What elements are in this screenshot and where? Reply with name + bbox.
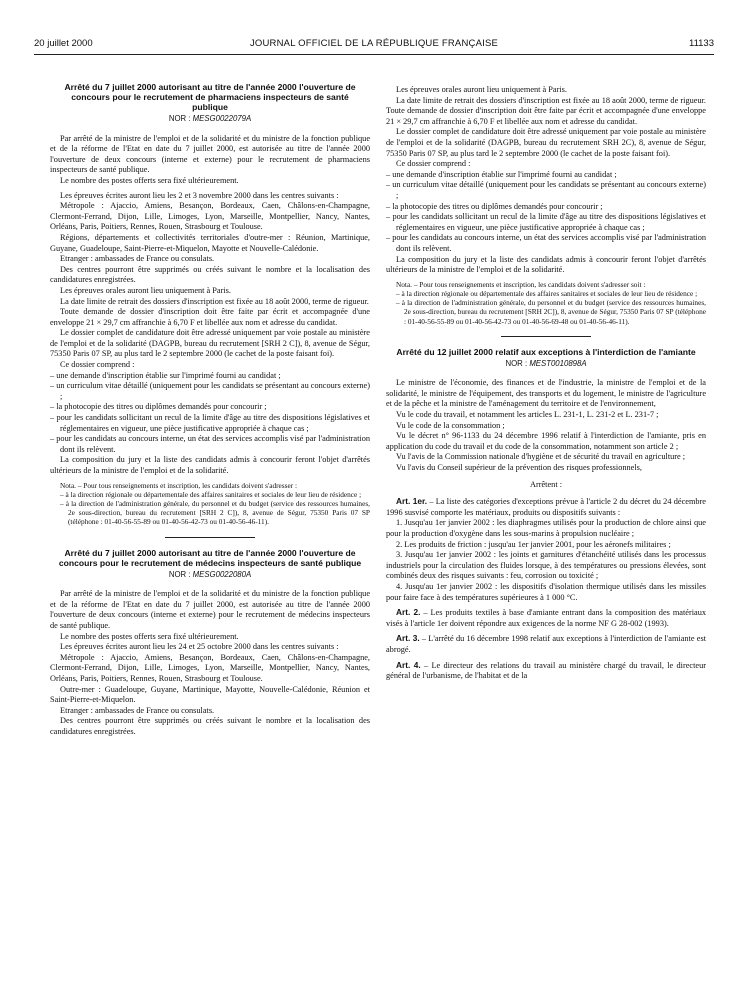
paragraph: Le ministre de l'économie, des finances et de l'industrie, la ministre de l'emploi et de la solidarité, le ministre de l'équipement, des transports et du logement, le ministre de l'agriculture et de la pêche et la ministre de l'aménagement du territoire et de l'environnement,: [386, 378, 706, 409]
article-text: – Les produits textiles à base d'amiante entrant dans la composition des matériaux visés à l'article 1er doivent répondre aux exigences de la norme NF G 28-002 (1993).: [386, 608, 706, 628]
header-rule: [34, 54, 714, 55]
note-item: – à la direction de l'administration générale, du personnel et du budget (service des ressources humaines, 2e sous-direction, bureau du recrutement [SRH 2 C]), 8, avenue de Ségur, 75350 Paris 07 SP (téléphone : 01-40-56-55-89 ou 01-40-56-42-73 ou 01-40-56-46-11).: [60, 499, 370, 527]
article-4: [386, 660, 706, 682]
paragraph: La composition du jury et la liste des candidats admis à concourir feront l'objet d'arrêtés ultérieurs de la ministre de l'emploi et de la solidarité.: [50, 455, 370, 475]
nor-label: NOR :: [168, 114, 191, 123]
list-item: – un curriculum vitae détaillé (uniquement pour les candidats se présentant au concours externe) ;: [386, 180, 707, 200]
decree1-nor: [50, 114, 370, 125]
paragraph: Métropole : Ajaccio, Amiens, Besançon, Bordeaux, Caen, Châlons-en-Champagne, Clermont-Ferrand, Dijon, Lille, Limoges, Lyon, Marseille, Montpellier, Nancy, Nantes, Orléans, Paris, Poitiers, Rennes, Rouen, Strasbourg et Toulouse.: [50, 652, 370, 683]
paragraph: Des centres pourront être supprimés ou créés suivant le nombre et la localisation des candidatures enregistrées.: [50, 716, 370, 736]
nota: Nota. – Pour tous renseignements et inscription, les candidats doivent s'adresser :: [60, 480, 297, 490]
list-item: – pour les candidats sollicitant un recul de la limite d'âge au titre des dispositions législatives et réglementaires en vigueur, une pièce justificative appropriée à chaque cas ;: [386, 212, 706, 232]
paragraph: Le dossier complet de candidature doit être adressé uniquement par voie postale au ministère de l'emploi et de la solidarité (DAGPB, bureau du recrutement SRH 2C), 8, avenue de Ségur, 75350 Paris 07 SP, au plus tard le 2 septembre 2000 (le cachet de la poste faisant foi).: [386, 127, 706, 158]
article-label: Art. 2.: [396, 607, 421, 618]
list-item: – la photocopie des titres ou diplômes demandés pour concourir ;: [386, 201, 603, 211]
list-item: – pour les candidats sollicitant un recul de la limite d'âge au titre des dispositions législatives et réglementaires en vigueur, une pièce justificative appropriée à chaque cas ;: [50, 413, 370, 433]
article-text: – La liste des catégories d'exceptions prévue à l'article 2 du décret du 24 décembre 1996 susvisé comporte les matériaux, produits ou dispositifs suivants :: [386, 497, 706, 517]
list-item: – pour les candidats au concours interne, un état des services accomplis visé par l'administration dont ils relèvent.: [386, 233, 706, 253]
paragraph: La date limite de retrait des dossiers d'inscription est fixée au 18 août 2000, terme de rigueur. Toute demande de dossier d'inscription doit être faite par écrit et accompagnée d'une enveloppe 21 × 29,7 cm affranchie à 6,70 F et libellée aux nom et adresse du candidat.: [386, 95, 706, 126]
separator: [501, 336, 591, 337]
note-item: – à la direction régionale ou départementale des affaires sanitaires et sociales de leur lieu de résidence ;: [396, 288, 698, 298]
paragraph: Vu l'avis du Conseil supérieur de la prévention des risques professionnels,: [396, 463, 642, 473]
list-item: – un curriculum vitae détaillé (uniquement pour les candidats se présentant au concours externe) ;: [50, 381, 371, 401]
article-label: Art. 3.: [396, 633, 420, 644]
paragraph: Outre-mer : Guadeloupe, Guyane, Martinique, Mayotte, Nouvelle-Calédonie, Réunion et Saint-Pierre-et-Miquelon.: [50, 684, 370, 705]
paragraph: Vu le décret n° 96-1133 du 24 décembre 1996 relatif à l'interdiction de l'amiante, pris en application du code du travail et du code de la consommation, notamment son article 2 ;: [386, 431, 706, 451]
separator: [165, 537, 255, 538]
list-item: – la photocopie des titres ou diplômes demandés pour concourir ;: [50, 402, 267, 412]
nor-label: NOR :: [505, 358, 528, 368]
paragraph: Les épreuves orales auront lieu uniquement à Paris.: [60, 285, 231, 295]
header-journal-title: JOURNAL OFFICIEL DE LA RÉPUBLIQUE FRANÇAISE: [249, 38, 499, 49]
paragraph: La date limite de retrait des dossiers d'inscription est fixée au 18 août 2000, terme de rigueur.: [60, 296, 369, 306]
note-item: – à la direction régionale ou départementale des affaires sanitaires et sociales de leur lieu de résidence ;: [60, 489, 362, 499]
paragraph: Toute demande de dossier d'inscription doit être faite par écrit et accompagnée d'une enveloppe 21 × 29,7 cm affranchie à 6,70 F et libellée aux nom et adresse du candidat.: [50, 307, 370, 327]
decree2-nor: [50, 570, 370, 581]
paragraph: Les épreuves écrites auront lieu les 24 et 25 octobre 2000 dans les centres suivants :: [60, 642, 339, 652]
paragraph: Des centres pourront être supprimés ou créés suivant le nombre et la localisation des candidatures enregistrées.: [50, 264, 370, 285]
paragraph: Le nombre des postes offerts sera fixé ultérieurement.: [60, 631, 239, 641]
paragraph: Par arrêté de la ministre de l'emploi et de la solidarité et du ministre de la fonction publique et de la réforme de l'Etat en date du 7 juillet 2000, est autorisée au titre de l'année 2000 l'ouverture de deux concours (interne et externe) pour le recrutement de médecins inspecteurs de santé publique.: [50, 589, 370, 630]
paragraph: Le nombre des postes offerts sera fixé ultérieurement.: [60, 175, 239, 185]
paragraph: Par arrêté de la ministre de l'emploi et de la solidarité et du ministre de la fonction publique et de la réforme de l'Etat en date du 7 juillet 2000, est autorisée au titre de l'année 2000 l'ouverture de deux concours (interne et externe) pour le recrutement de pharmaciens inspecteurs de santé publique.: [50, 133, 370, 175]
paragraph: Les épreuves écrites auront lieu les 2 et 3 novembre 2000 dans les centres suivants :: [60, 190, 339, 200]
nor-code: MESG0022080A: [192, 569, 252, 579]
paragraph: Vu l'avis de la Commission nationale d'hygiène et de sécurité du travail en agriculture ;: [396, 452, 686, 462]
article-label: Art. 4.: [396, 659, 421, 670]
paragraph: Ce dossier comprend :: [396, 159, 471, 169]
page-header: [34, 38, 714, 52]
article-text: – Le directeur des relations du travail au ministère chargé du travail, le directeur général de l'urbanisme, de l'habitat et de la: [386, 660, 706, 681]
article-item: 2. Les produits de friction : jusqu'au 1er janvier 2001, pour les aéronefs militaires ;: [396, 539, 671, 549]
decree2-title: Arrêté du 7 juillet 2000 autorisant au titre de l'année 2000 l'ouverture de concours pour le recrutement de médecins inspecteurs de santé publique: [58, 547, 362, 568]
article-2: [386, 607, 706, 629]
article-label: Art. 1er.: [396, 496, 428, 507]
nota: Nota. – Pour tous renseignements et inscription, les candidats doivent s'adresser soit :: [396, 279, 646, 289]
article-item: 3. Jusqu'au 1er janvier 2002 : les joints et garnitures d'étanchéité utilisés dans les processus industriels pour la circulation des fluides lorsque, à des températures ou pressions élevées, sont combinés deux des risques suivants : feu, corrosion ou toxicité ;: [386, 550, 706, 581]
paragraph: Etranger : ambassades de France ou consulats.: [60, 254, 215, 264]
nor-code: MEST0010898A: [529, 358, 587, 368]
decree3-nor: [386, 359, 706, 370]
paragraph: Ce dossier comprend :: [60, 360, 135, 370]
nor-label: NOR :: [168, 569, 191, 579]
right-column: [386, 85, 706, 682]
header-page-number: 11133: [688, 38, 714, 49]
list-item: – pour les candidats au concours interne, un état des services accomplis visé par l'administration dont ils relèvent.: [50, 434, 370, 454]
paragraph: Etranger : ambassades de France ou consulats.: [60, 705, 215, 715]
list-item: – une demande d'inscription établie sur l'imprimé fourni au candidat ;: [386, 169, 617, 179]
article-item: 4. Jusqu'au 1er janvier 2002 : les dispositifs d'isolation thermique utilisés dans les missiles pour faire face à des températures supérieures à 1 000 °C.: [386, 581, 706, 602]
article-text: – L'arrêté du 16 décembre 1998 relatif aux exceptions à l'interdiction de l'amiante est abrogé.: [386, 634, 706, 654]
nor-code: MESG0022079A: [192, 114, 252, 123]
paragraph: Vu le code de la consommation ;: [396, 420, 505, 430]
paragraph: La composition du jury et la liste des candidats admis à concourir feront l'objet d'arrêtés ultérieurs de la ministre de l'emploi et de la solidarité.: [386, 254, 706, 275]
arretent-heading: Arrêtent :: [529, 479, 563, 489]
header-date: 20 juillet 2000: [34, 38, 93, 49]
paragraph: Métropole : Ajaccio, Amiens, Besançon, Bordeaux, Caen, Châlons-en-Champagne, Clermont-Ferrand, Dijon, Lille, Limoges, Lyon, Marseille, Montpellier, Nancy, Nantes, Orléans, Paris, Poitiers, Rennes, Rouen, Strasbourg et Toulouse.: [50, 201, 370, 232]
article-3: [386, 633, 706, 655]
paragraph: Vu le code du travail, et notamment les articles L. 231-1, L. 231-2 et L. 231-7 ;: [396, 410, 659, 420]
paragraph: Régions, départements et collectivités territoriales d'outre-mer : Réunion, Martinique, Guyane, Guadeloupe, Saint-Pierre-et-Miquelon, Mayotte et Nouvelle-Calédonie.: [50, 232, 370, 253]
article-1: [386, 496, 706, 518]
list-item: – une demande d'inscription établie sur l'imprimé fourni au candidat ;: [50, 370, 281, 380]
left-column: [50, 82, 370, 738]
decree3-title: Arrêté du 12 juillet 2000 relatif aux exceptions à l'interdiction de l'amiante: [396, 346, 696, 357]
note-item: – à la direction de l'administration générale, du personnel et du budget (service des ressources humaines, 2e sous-direction, bureau du recrutement [SRH 2C]), 8, avenue de Ségur, 75350 Paris 07 SP (téléphone : 01-40-56-55-89 ou 01-40-56-42-73 ou 01-40-56-69-48 ou 01-40-56-46-11).: [396, 298, 706, 326]
decree1-title: Arrêté du 7 juillet 2000 autorisant au titre de l'année 2000 l'ouverture de concours pour le recrutement de pharmaciens inspecteurs de santé publique: [64, 82, 356, 112]
paragraph: Le dossier complet de candidature doit être adressé uniquement par voie postale au ministère de l'emploi et de la solidarité (DAGPB, bureau du recrutement [SRH 2 C]), 8, avenue de Ségur, 75350 Paris 07 SP, au plus tard le 2 septembre 2000 (le cachet de la poste faisant foi).: [50, 328, 370, 359]
article-item: 1. Jusqu'au 1er janvier 2002 : les diaphragmes utilisés pour la production de chlore ainsi que pour la production d'oxygène dans les sous-marins à propulsion nucléaire ;: [386, 518, 706, 539]
paragraph: Les épreuves orales auront lieu uniquement à Paris.: [396, 85, 567, 94]
